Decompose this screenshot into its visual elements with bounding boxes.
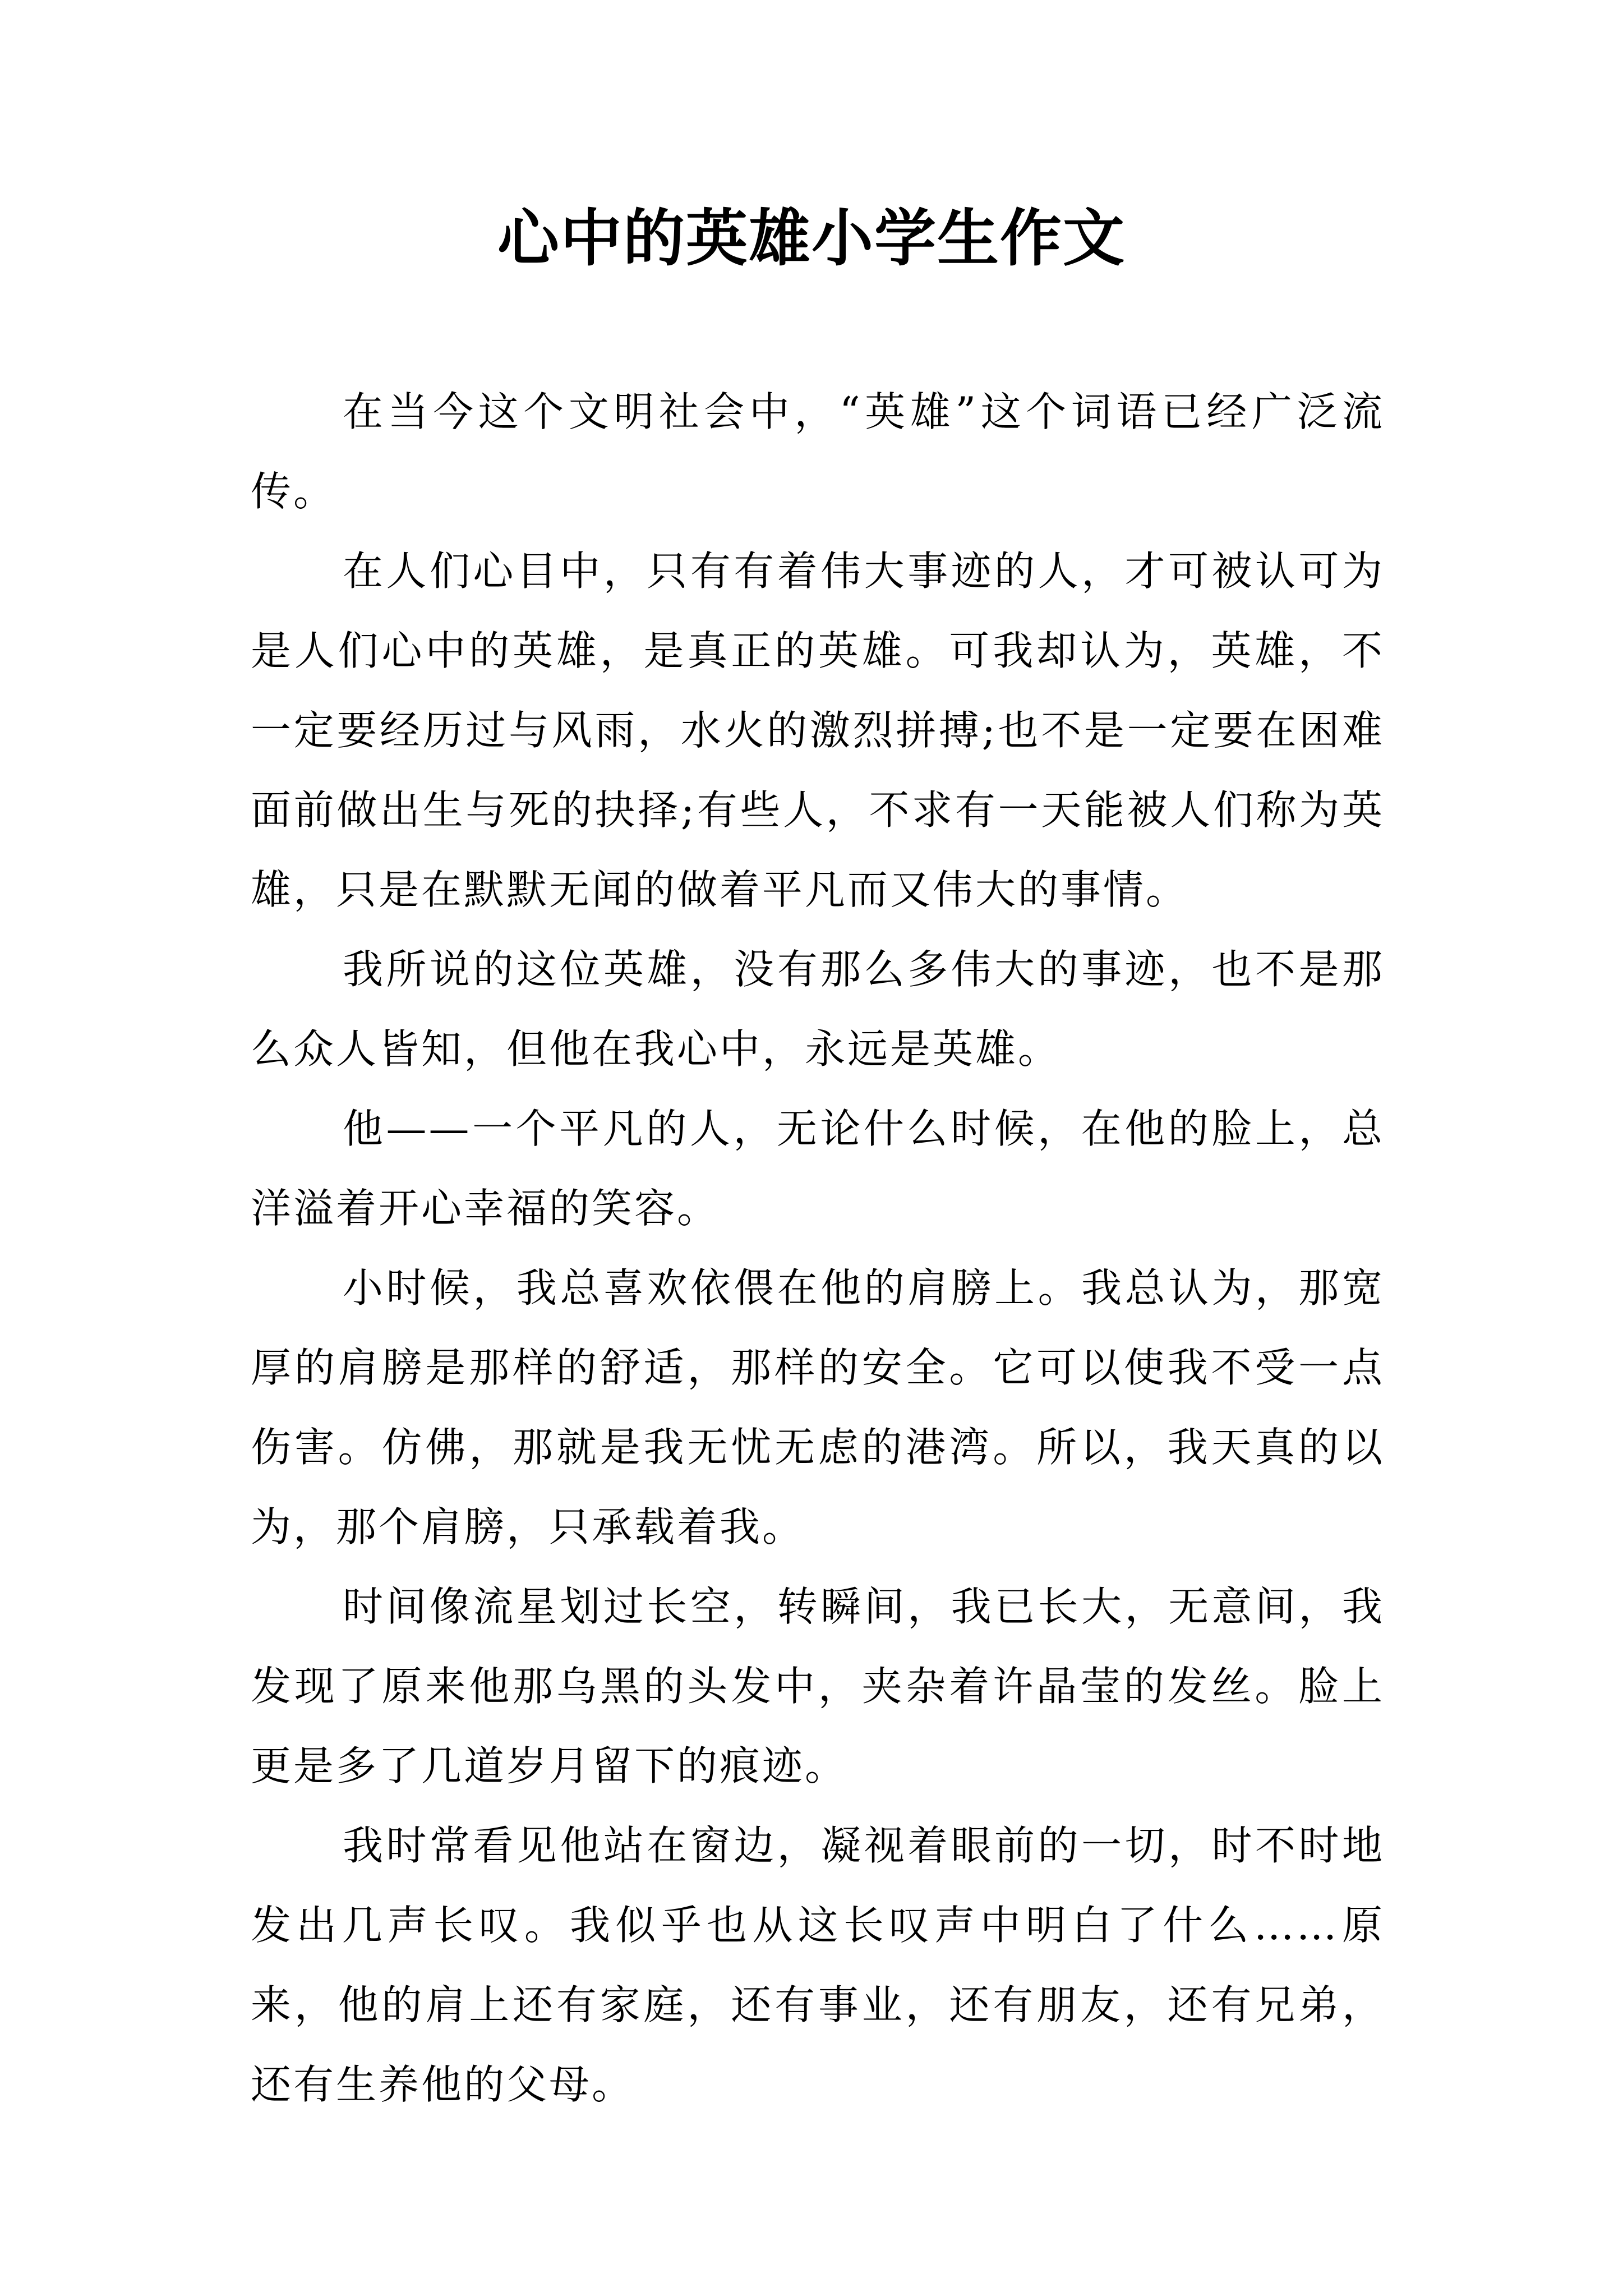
paragraph: 他——一个平凡的人，无论什么时候，在他的脸上，总洋溢着开心幸福的笑容。 bbox=[251, 1105, 1385, 1232]
paragraph: 在人们心目中，只有有着伟大事迹的人，才可被认可为是人们心中的英雄，是真正的英雄。可我却认为，英雄，不一定要经历过与风雨，水火的激烈拼搏;也不是一定要在困难面前做出生与死的抉择;有些人，不求有一天能被人们称为英雄，只是在默默无闻的做着平凡而又伟大的事情。 bbox=[251, 547, 1385, 913]
paragraph: 我时常看见他站在窗边，凝视着眼前的一切，时不时地发出几声长叹。我似乎也从这长叹声中明白了什么……原来，他的肩上还有家庭，还有事业，还有朋友，还有兄弟，还有生养他的父母。 bbox=[251, 1822, 1385, 2108]
paragraph: 时间像流星划过长空，转瞬间，我已长大，无意间，我发现了原来他那乌黑的头发中，夹杂着许晶莹的发丝。脸上更是多了几道岁月留下的痕迹。 bbox=[251, 1583, 1385, 1789]
paragraph: 小时候，我总喜欢依偎在他的肩膀上。我总认为，那宽厚的肩膀是那样的舒适，那样的安全。它可以使我不受一点伤害。仿佛，那就是我无忧无虑的港湾。所以，我天真的以为，那个肩膀，只承载着我。 bbox=[251, 1264, 1385, 1550]
document-body bbox=[251, 372, 1385, 2124]
paragraph: 我所说的这位英雄，没有那么多伟大的事迹，也不是那么众人皆知，但他在我心中，永远是英雄。 bbox=[251, 946, 1385, 1073]
paragraph: 在当今这个文明社会中，“英雄”这个词语已经广泛流传。 bbox=[251, 388, 1385, 515]
document-title: 心中的英雄小学生作文 bbox=[497, 202, 1126, 274]
